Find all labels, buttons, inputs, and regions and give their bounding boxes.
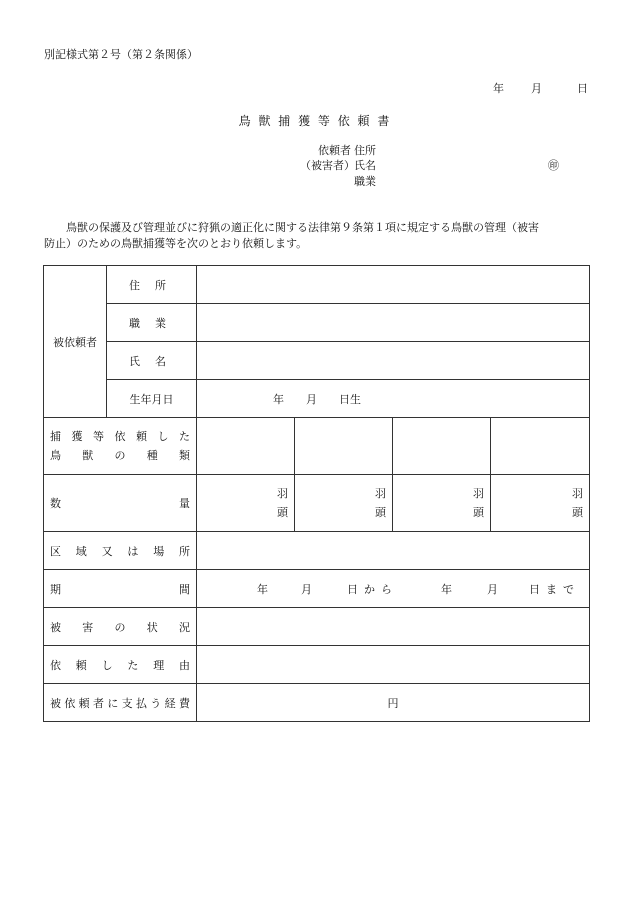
period-until: 日まで xyxy=(529,583,580,596)
unit-tou: 頭 xyxy=(473,506,484,519)
requester-address-label: 住所 xyxy=(354,144,376,157)
address-label: 住 所 xyxy=(107,266,197,304)
table-row xyxy=(44,475,590,532)
quantity-field-4[interactable] xyxy=(491,475,590,532)
request-form-table xyxy=(43,265,590,722)
birthdate-field[interactable] xyxy=(197,380,590,418)
unit-wa: 羽 xyxy=(572,487,583,500)
quantity-field-1[interactable] xyxy=(197,475,295,532)
table-row xyxy=(44,570,590,608)
occupation-label: 職 業 xyxy=(107,304,197,342)
unit-tou: 頭 xyxy=(375,506,386,519)
quantity-field-2[interactable] xyxy=(295,475,393,532)
name-label: 氏 名 xyxy=(107,342,197,380)
period-end-month: 月 xyxy=(487,583,498,596)
period-field[interactable] xyxy=(197,570,590,608)
date-month-label: 月 xyxy=(531,82,542,95)
period-label: 期 間 xyxy=(44,570,197,608)
cost-unit: 円 xyxy=(387,696,399,710)
name-field[interactable] xyxy=(197,342,590,380)
birthdate-label: 生年月日 xyxy=(107,380,197,418)
period-from: 日から xyxy=(347,583,398,596)
requester-label: 依頼者 xyxy=(318,144,351,157)
species-field-3[interactable] xyxy=(393,418,491,475)
table-row xyxy=(44,266,590,304)
damage-label: 被 害 の 状 況 xyxy=(44,608,197,646)
period-end-year: 年 xyxy=(441,583,452,596)
requester-name-label: 氏名 xyxy=(354,159,376,172)
requester-victim-label: （被害者） xyxy=(300,159,355,172)
unit-wa: 羽 xyxy=(375,487,386,500)
unit-tou: 頭 xyxy=(277,506,288,519)
area-label: 区 域 又 は 場 所 xyxy=(44,532,197,570)
cost-label: 被 依 頼 者 に 支 払 う 経 費 xyxy=(44,684,197,722)
species-field-2[interactable] xyxy=(295,418,393,475)
period-start-year: 年 xyxy=(257,583,268,596)
cost-field[interactable] xyxy=(197,684,590,722)
intro-text-line-1: 鳥獣の保護及び管理並びに狩猟の適正化に関する法律第９条第１項に規定する鳥獣の管理（被害 xyxy=(66,221,539,234)
area-field[interactable] xyxy=(197,532,590,570)
table-row xyxy=(44,646,590,684)
table-row xyxy=(44,380,590,418)
table-row xyxy=(44,532,590,570)
requestee-label: 被依頼者 xyxy=(44,266,107,418)
period-start-month: 月 xyxy=(301,583,312,596)
birthdate-value: 年 月 日生 xyxy=(273,392,361,406)
quantity-field-3[interactable] xyxy=(393,475,491,532)
requester-occupation-label: 職業 xyxy=(354,175,376,188)
seal-mark: ㊞ xyxy=(548,159,559,172)
unit-wa: 羽 xyxy=(473,487,484,500)
species-field-4[interactable] xyxy=(491,418,590,475)
quantity-label: 数 量 xyxy=(44,475,197,532)
table-row xyxy=(44,342,590,380)
form-id: 別記様式第２号（第２条関係） xyxy=(44,48,198,61)
address-field[interactable] xyxy=(197,266,590,304)
document-title: 鳥 獣 捕 獲 等 依 頼 書 xyxy=(238,114,392,128)
damage-field[interactable] xyxy=(197,608,590,646)
species-label: 捕 獲 等 依 頼 し た 鳥 獣 の 種 類 xyxy=(44,418,197,475)
reason-label: 依 頼 し た 理 由 xyxy=(44,646,197,684)
table-row xyxy=(44,418,590,475)
reason-field[interactable] xyxy=(197,646,590,684)
table-row xyxy=(44,608,590,646)
unit-wa: 羽 xyxy=(277,487,288,500)
date-year-label: 年 xyxy=(493,82,504,95)
species-field-1[interactable] xyxy=(197,418,295,475)
table-row xyxy=(44,304,590,342)
intro-text-line-2: 防止）のための鳥獣捕獲等を次のとおり依頼します。 xyxy=(44,237,308,250)
unit-tou: 頭 xyxy=(572,506,583,519)
date-day-label: 日 xyxy=(577,82,588,95)
table-row xyxy=(44,684,590,722)
occupation-field[interactable] xyxy=(197,304,590,342)
